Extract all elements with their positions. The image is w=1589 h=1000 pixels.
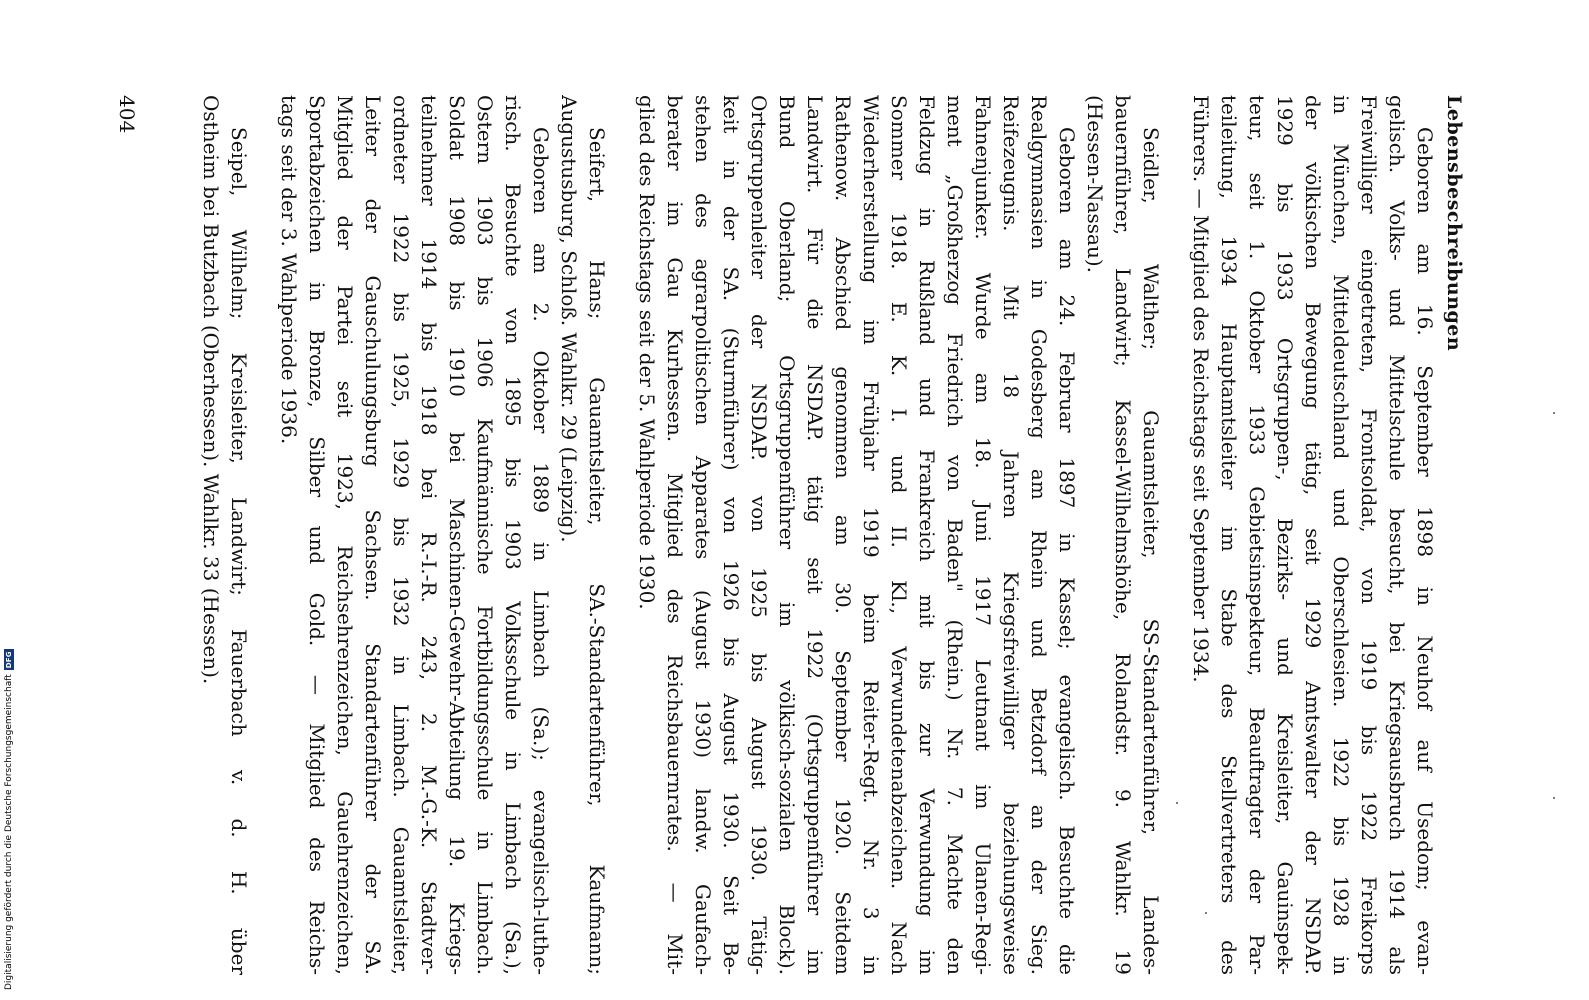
text-line: Soldat 1908 bis 1910 bei Maschinen-Gewehr-Abteilung 19. Kriegs-: [445, 95, 469, 975]
page-number: 404: [115, 95, 139, 134]
text-line: Sportabzeichen in Bronze, Silber und Gold. — Mitglied des Reichs-: [305, 95, 329, 975]
text-line: Geboren am 16. September 1898 in Neuhof auf Usedom; evan-: [1413, 127, 1437, 975]
scan-speck: [1205, 912, 1207, 914]
text-line: in München, Mitteldeutschland und Oberschlesien. 1922 bis 1928 in: [1329, 95, 1353, 975]
text-line: Ostheim bei Butzbach (Oberhessen). Wahlkr. 33 (Hessen).: [199, 95, 223, 685]
digitization-footer: [4, 649, 14, 990]
dfg-logo: DFG: [5, 651, 13, 669]
text-line: Freiwilliger eingetreten, Frontsoldat, von 1919 bis 1922 Freikorps: [1357, 95, 1381, 975]
text-line: Ostern 1903 bis 1906 Kaufmännische Fortbildungsschule in Limbach.: [473, 95, 497, 975]
scan-speck: [1176, 802, 1178, 804]
entry-heading: Seipel, Wilhelm; Kreisleiter, Landwirt; Fauerbach v. d. H. über: [227, 127, 251, 975]
entry-seipel: [197, 95, 253, 975]
text-line: Wiederherstellung im Frühjahr 1919 beim Reiter-Regt. Nr. 3 in: [859, 95, 883, 975]
text-line: glied des Reichstags seit der 5. Wahlperiode 1930.: [635, 95, 659, 610]
entry-continuation: [1187, 95, 1439, 975]
text-line: Landwirt. Für die NSDAP. tätig seit 1922 (Ortsgruppenführer im: [803, 95, 827, 975]
text-line: Feldzug in Rußland und Frankreich mit bis zur Verwundung im: [915, 95, 939, 975]
text-line: bauernführer, Landwirt; Kassel-Wilhelmshöhe, Rolandstr. 9. Wahlkr. 19: [1111, 95, 1135, 975]
text-line: Mitglied der Partei seit 1923, Reichsehrenzeichen, Gauehrenzeichen,: [333, 95, 357, 975]
text-line: Ortsgruppenleiter der NSDAP. von 1925 bis August 1930. Tätig-: [747, 95, 771, 975]
text-line: ment „Großherzog Friedrich von Baden" (Rhein.) Nr. 7. Machte den: [943, 95, 967, 975]
text-line: Bund Oberland; Ortsgruppenführer im völkisch-sozialen Block).: [775, 95, 799, 975]
text-line: tags seit der 3. Wahlperiode 1936.: [277, 95, 301, 445]
text-line: teileitung, 1934 Hauptamtsleiter im Stabe des Stellvertreters des: [1217, 95, 1241, 975]
running-head: Lebensbeschreibungen: [1443, 95, 1465, 352]
text-line: Realgymnasien in Godesberg am Rhein und Betzdorf an der Sieg.: [1027, 95, 1051, 975]
text-line: teilnehmer 1914 bis 1918 bei R.-I.-R. 243, 2. M.-G.-K. Stadtver-: [417, 95, 441, 975]
text-line: stehen des agrarpolitischen Apparates (August 1930) landw. Gaufach-: [691, 95, 715, 975]
text-line: Sommer 1918. E. K. I. und II. Kl., Verwundetenabzeichen. Nach: [887, 95, 911, 975]
entry-seifert: [275, 95, 611, 975]
entry-heading: Seifert, Hans; Gauamtsleiter, SA.-Standartenführer, Kaufmann;: [585, 127, 609, 975]
entry-seidler: [633, 95, 1165, 975]
text-line: Geboren am 24. Februar 1897 in Kassel; evangelisch. Besuchte die: [1055, 127, 1079, 975]
text-line: berater im Gau Kurhessen. Mitglied des Reichsbauernrates. — Mit-: [663, 95, 687, 975]
footer-text: Digitalisierung gefördert durch die Deutsche Forschungsgemeinschaft: [4, 674, 14, 990]
text-line: teur, seit 1. Oktober 1933 Gebietsinspekteur, Beauftragter der Par-: [1245, 95, 1269, 975]
scan-speck: [1553, 412, 1555, 414]
book-page: [115, 95, 1469, 975]
text-line: Augustusburg, Schloß. Wahlkr. 29 (Leipzig).: [557, 95, 581, 543]
text-line: keit in der SA. (Sturmführer) von 1926 bis August 1930. Seit Be-: [719, 95, 743, 975]
text-line: der völkischen Bewegung tätig, seit 1929 Amtswalter der NSDAP.: [1301, 95, 1325, 975]
text-line: Leiter der Gauschulungsburg Sachsen. Standartenführer der SA.: [361, 95, 385, 975]
text-line: ordneter 1922 bis 1925, 1929 bis 1932 in Limbach. Gauamtsleiter,: [389, 95, 413, 975]
entry-heading: Seidler, Walther; Gauamtsleiter, SS-Standartenführer, Landes-: [1139, 127, 1163, 975]
scan-speck: [1553, 797, 1555, 799]
text-line: Geboren am 2. Oktober 1889 in Limbach (Sa.); evangelisch-luthe-: [529, 127, 553, 975]
text-line: (Hessen-Nassau).: [1083, 95, 1107, 273]
text-line: risch. Besuchte von 1895 bis 1903 Volksschule in Limbach (Sa.),: [501, 95, 525, 975]
text-line: Reifezeugnis. Mit 18 Jahren Kriegsfreiwilliger beziehungsweise: [999, 95, 1023, 975]
text-line: Führers. — Mitglied des Reichstags seit September 1934.: [1189, 95, 1213, 683]
text-line: 1929 bis 1933 Ortsgruppen-, Bezirks- und Kreisleiter, Gauinspek-: [1273, 95, 1297, 975]
text-line: gelisch. Volks- und Mittelschule besucht, bei Kriegsausbruch 1914 als: [1385, 95, 1409, 975]
text-line: Rathenow. Abschied genommen am 30. September 1920. Seitdem: [831, 95, 855, 975]
text-line: Fahnenjunker. Wurde am 18. Juni 1917 Leutnant im Ulanen-Regi-: [971, 95, 995, 975]
